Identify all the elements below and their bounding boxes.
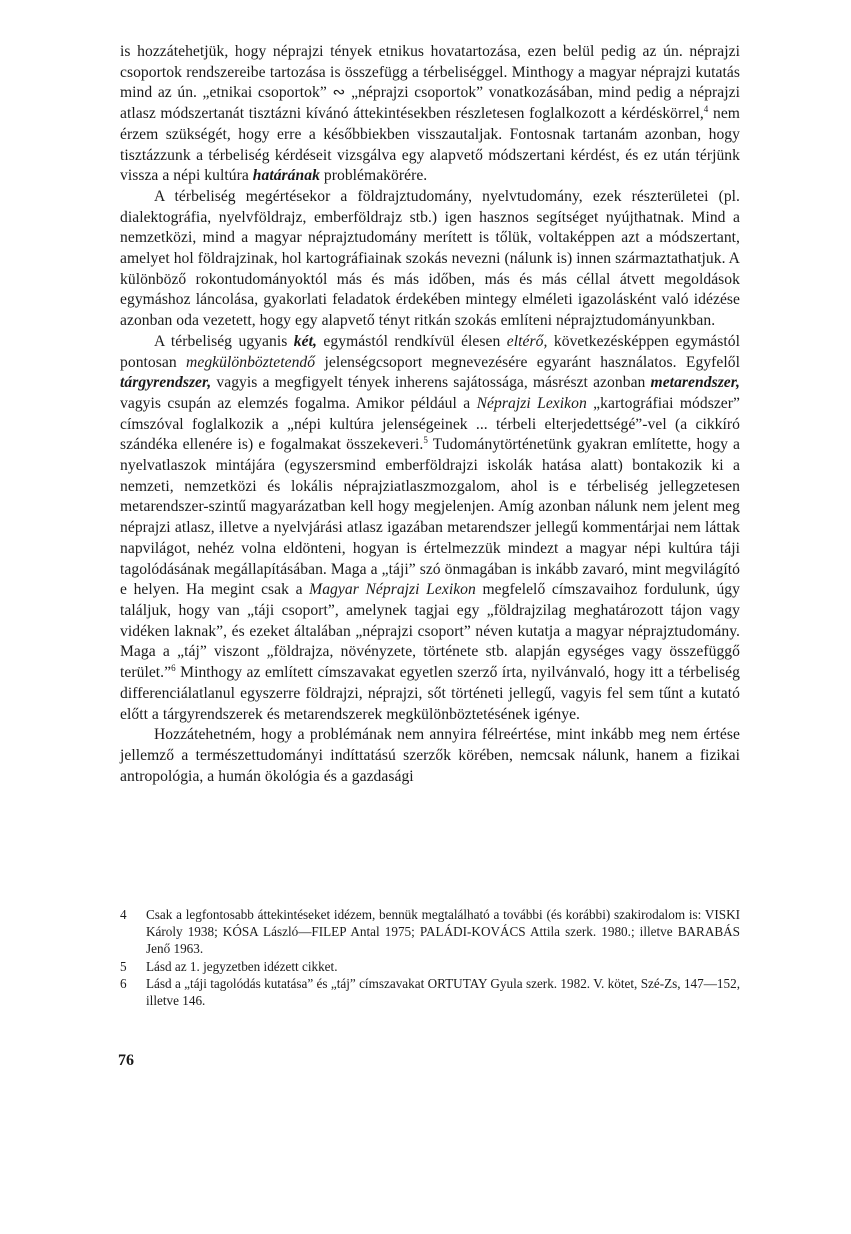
text-run: A térbeliség ugyanis: [154, 332, 294, 350]
text-run: Tudománytörténetünk gyakran említette, hogy a nyelvatlaszok mintájára (egyszersmind emberföldrajzi iskolák hatása alatt) bontakozik ki a nemzeti, nemzetközi és lokális néprajziatlaszmozgalom, ahol is e térbeliség jellegzetesen metarendszer-szintű magyarázatban kell hogy megjelenjen. Amíg azonban nálunk nem jelent meg néprajzi atlasz, illetve a nyelvjárási atlasz igazában metarendszer jellegű kommentárjai nem láttak napvilágot, nehéz volna eldönteni, hogyan is értelmezzük mindezt a magyar népi kultúra táji tagolódásának megállapításában. Maga a „táji” szó önmagában is inkább zavaró, mint megvilágító e helyen. Ha megint csak a: [120, 436, 741, 599]
paragraph: [120, 187, 740, 332]
italic-run: eltérő,: [506, 332, 548, 350]
paragraph: [120, 332, 740, 725]
text-run: „kartográfiai módszer” címszóval foglalkozik a „népi kultúra jelenségeinek ... térbeli elterjedettségé”-vel (a cikkíró szándéka ellenére is) e fogalmakat összekeveri.: [120, 394, 740, 454]
footnotes: [120, 906, 740, 1009]
text-run: következésképpen egymástól pontosan: [120, 332, 740, 371]
footnote-ref: 5: [423, 435, 428, 446]
text-run: jelenségcsoport megnevezésére egyaránt használatos. Egyfelől: [315, 353, 740, 371]
paragraph: [120, 42, 740, 187]
page-number: 76: [118, 1052, 134, 1069]
text-run: Hozzátehetném, hogy a problémának nem annyira félreértése, mint inkább meg nem értése jellemző a természettudományi indíttatású szerzők körében, nemcsak nálunk, hanem a fizikai antropológia, a humán ökológia és a gazdasági: [120, 726, 740, 785]
bold-italic-run: metarendszer,: [650, 374, 740, 392]
body-text: [120, 42, 740, 787]
text-run: egymástól rendkívül élesen: [316, 332, 507, 350]
footnote-ref: 6: [171, 663, 176, 674]
text-run: megfelelő címszavaihoz fordulunk, úgy találjuk, hogy van „táji csoport”, amelynek tagjai egy „földrajzilag meghatározott tájon vagy vidéken laknak”, és ezeket általában „néprajzi csoport” néven kutatja a magyar néprajztudomány. Maga a „táj” viszont „földrajza, növényzete, története stb. alapján egységes vagy összefüggő terület.”: [120, 581, 740, 682]
footnote: [120, 958, 740, 975]
footnote-text: Csak a legfontosabb áttekintéseket idézem, bennük megtalálható a további (és korábbi) szakirodalom is: VISKI Károly 1938; KÓSA László—FILEP Antal 1975; PALÁDI-KOVÁCS Attila szerk. 1980.; illetve BARABÁS Jenő 1963.: [146, 907, 740, 957]
text-run: Minthogy az említett címszavakat egyetlen szerző írta, nyilvánvaló, hogy itt a térbeliség differenciálatlanul egyszerre földrajzi, néprajzi, sőt történeti jellegű, vagyis fel sem tűnt a kutató előtt a tárgyrendszerek és metarendszerek megkülönböztetésének igénye.: [120, 664, 740, 723]
italic-run: Magyar Néprajzi Lexikon: [309, 581, 476, 599]
footnote-number: 4: [120, 907, 127, 922]
footnote-number: 5: [120, 958, 127, 974]
text-run: vagyis a megfigyelt tények inherens sajátossága, másrészt azonban: [211, 374, 651, 392]
text-run: nem érzem szükségét, hogy erre a későbbiekben visszautaljak. Fontosnak tartanám azonban, hogy tisztázzunk a térbeliség kérdéseit vizsgálva egy alapvető módszertani kérdést, és ez után térjünk vissza a népi kultúra: [120, 105, 740, 185]
bold-italic-run: tárgyrendszer,: [120, 374, 212, 392]
footnote-text: Lásd az 1. jegyzetben idézett cikket.: [146, 958, 338, 974]
footnote: [120, 906, 740, 958]
bold-italic-run: két,: [293, 332, 317, 350]
paragraph: [120, 725, 740, 787]
italic-run: megkülönböztetendő: [186, 353, 316, 371]
footnote-text: Lásd a „táji tagolódás kutatása” és „táj” címszavakat ORTUTAY Gyula szerk. 1982. V. kötet, Szé-Zs, 147—152, illetve 146.: [146, 975, 740, 1009]
footnote-ref: 4: [703, 104, 709, 115]
text-run: is hozzátehetjük, hogy néprajzi tények etnikus hovatartozása, ezen belül pedig az ún. néprajzi csoportok rendszereibe tartozása is összefügg a térbeliséggel. Minthogy a magyar néprajzi kutatás mind az ún. „etnikai csoportok” ∾ „néprajzi csoportok” vonatkozásában, mind pedig a néprajzi atlasz módszertanát tisztázni kívánó áttekintésekben részletesen foglalkozott a kérdéskörrel,: [120, 43, 740, 123]
italic-run: Néprajzi Lexikon: [476, 394, 587, 412]
footnote: [120, 975, 740, 1009]
page-body: [120, 42, 740, 787]
text-run: A térbeliség megértésekor a földrajztudomány, nyelvtudomány, ezek részterületei (pl. dialektográfia, nyelvföldrajz, emberföldrajz stb.) igen hasznos segítséget nyújthatnak. Mind a nemzetközi, mind a magyar néprajztudomány merített is tőlük, voltaképpen azt a módszertant, amelyet hol földrajzinak, hol kartográfiainak szokás nevezni (nálunk is) innen származtathatjuk. A különböző rokontudományoktól más és más időben, más és más céllal átvett megoldások egymáshoz láncolása, gyakorlati feladatok érdekében mintegy elméleti igazolásként való idézése azonban oda vezetett, hogy egy alapvető tényt ritkán szokás említeni néprajztudományunkban.: [120, 187, 740, 330]
footnote-number: 6: [120, 975, 127, 991]
bold-italic-run: határának: [252, 167, 320, 185]
text-run: problémakörére.: [319, 167, 428, 185]
text-run: vagyis csupán az elemzés fogalma. Amikor például a: [120, 394, 477, 412]
